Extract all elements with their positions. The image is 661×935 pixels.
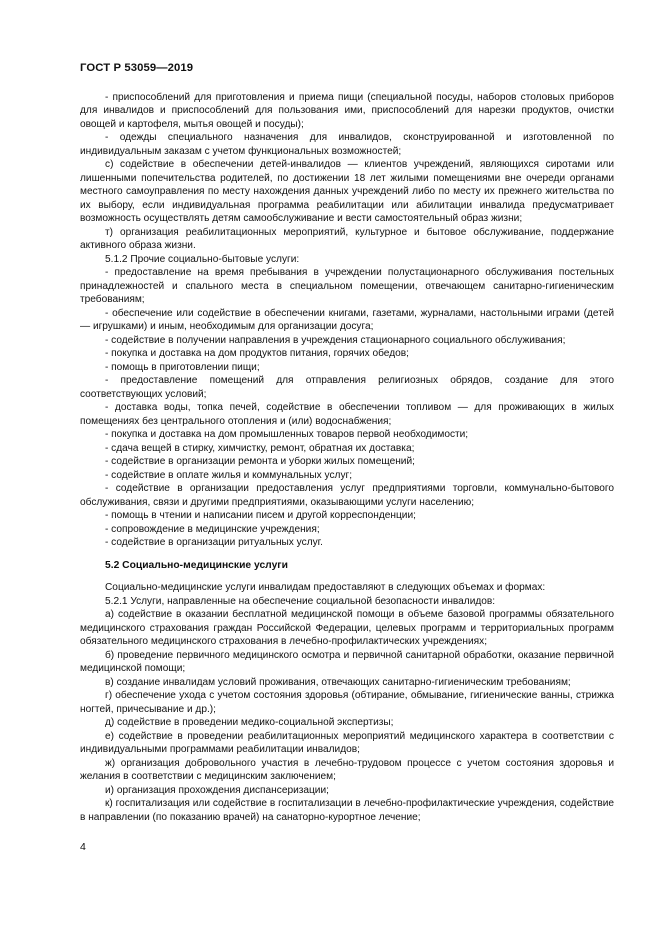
list-item: д) содействие в проведении медико-социальной экспертизы; bbox=[105, 717, 394, 728]
list-item: в) создание инвалидам условий проживания, отвечающих санитарно-гигиеническим требованиям; bbox=[105, 676, 571, 688]
list-item: - помощь в чтении и написании писем и другой корреспонденции; bbox=[105, 510, 416, 521]
list-item: - помощь в приготовлении пищи; bbox=[105, 361, 260, 373]
document-header: ГОСТ Р 53059—2019 bbox=[80, 62, 194, 74]
subsection-title: 5.1.2 Прочие социально-бытовые услуги: bbox=[105, 253, 300, 265]
list-item: - содействие в организации ритуальных услуг. bbox=[105, 537, 323, 548]
list-item: ж) организация добровольного участия в лечебно-трудовом процессе с учетом состояния здоровья и желания в соответствии с медицинским заключением; bbox=[80, 757, 614, 782]
list-item: е) содействие в проведении реабилитационных мероприятий медицинского характера в соответствии с индивидуальными программами реабилитации инвалидов; bbox=[80, 730, 614, 755]
list-item: - предоставление помещений для отправления религиозных обрядов, создание для этого соответствующих условий; bbox=[80, 375, 614, 400]
list-item: - предоставление на время пребывания в учреждении полустационарного обслуживания постельных принадлежностей и спального места в специальном помещении, отвечающем санитарно-гигиеническим требованиям; bbox=[80, 267, 614, 305]
list-item: а) содействие в оказании бесплатной медицинской помощи в объеме базовой программы обязательного медицинского страхования граждан Российской Федерации, целевых программ и территориальных программ обязательного медицинского страхования в лечебно-профилактических учреждениях; bbox=[80, 609, 614, 647]
list-item: - содействие в оплате жилья и коммунальных услуг; bbox=[105, 469, 353, 481]
list-item: - доставка воды, топка печей, содействие в обеспечении топливом — для проживающих в жилых помещениях без центрального отопления и (или) водоснабжения; bbox=[80, 402, 614, 427]
list-item: - обеспечение или содействие в обеспечении книгами, газетами, журналами, настольными играми (детей — игрушками) и иным, необходимым для организации досуга; bbox=[80, 307, 614, 332]
page-number: 4 bbox=[80, 841, 86, 853]
list-item: - содействие в получении направления в учреждения стационарного социального обслуживания; bbox=[105, 334, 566, 346]
list-item: к) госпитализация или содействие в госпитализации в лечебно-профилактические учреждения, содействие в направлении (по показанию врачей) на санаторно-курортное лечение; bbox=[80, 798, 614, 823]
section-heading: 5.2 Социально-медицинские услуги bbox=[105, 559, 288, 571]
paragraph: - приспособлений для приготовления и приема пищи (специальной посуды, наборов столовых приборов для инвалидов и приспособлений для пользования ими, приспособлений для нарезки продуктов, очистки овощей и картофеля, мытья овощей и посуды); bbox=[80, 91, 614, 130]
paragraph: с) содействие в обеспечении детей-инвалидов — клиентов учреждений, являющихся сиротами или лишенными попечительства родителей, по достижении 18 лет жилыми помещениями вне очереди органами местного самоуправления по месту нахождения данных учреждений либо по месту их прежнего жительства по их выбору, если индивидуальная программа реабилитации или абилитации инвалида предусматривает возможность осуществлять детям самообслуживание и вести самостоятельный образ жизни; bbox=[80, 159, 614, 224]
subsection-title: 5.2.1 Услуги, направленные на обеспечение социальной безопасности инвалидов: bbox=[105, 595, 496, 607]
list-item: - содействие в организации предоставления услуг предприятиями торговли, коммунально-бытового обслуживания, связи и другими предприятиями, оказывающими услуги населению; bbox=[80, 483, 614, 508]
paragraph: - одежды специального назначения для инвалидов, сконструированной и изготовленной по индивидуальным заказам с учетом функциональных возможностей; bbox=[80, 132, 614, 157]
paragraph: т) организация реабилитационных мероприятий, культурное и бытовое обслуживание, поддержание активного образа жизни. bbox=[80, 226, 614, 251]
list-item: и) организация прохождения диспансеризации; bbox=[105, 784, 329, 796]
list-item: - покупка и доставка на дом продуктов питания, горячих обедов; bbox=[105, 348, 409, 359]
spacer bbox=[80, 550, 614, 559]
list-item: - сдача вещей в стирку, химчистку, ремонт, обратная их доставка; bbox=[105, 442, 415, 454]
list-item: б) проведение первичного медицинского осмотра и первичной санитарной обработки, оказание первичной медицинской помощи; bbox=[80, 649, 614, 674]
paragraph: Социально-медицинские услуги инвалидам предоставляют в следующих объемах и формах: bbox=[105, 582, 546, 593]
list-item: - покупка и доставка на дом промышленных товаров первой необходимости; bbox=[105, 429, 469, 440]
spacer bbox=[80, 572, 614, 581]
document-body bbox=[80, 91, 614, 825]
list-item: - сопровождение в медицинские учреждения; bbox=[105, 523, 320, 535]
list-item: - содействие в организации ремонта и уборки жилых помещений; bbox=[105, 456, 415, 467]
list-item: г) обеспечение ухода с учетом состояния здоровья (обтирание, обмывание, гигиенические ванны, стрижка ногтей, причесывание и др.); bbox=[80, 690, 614, 715]
